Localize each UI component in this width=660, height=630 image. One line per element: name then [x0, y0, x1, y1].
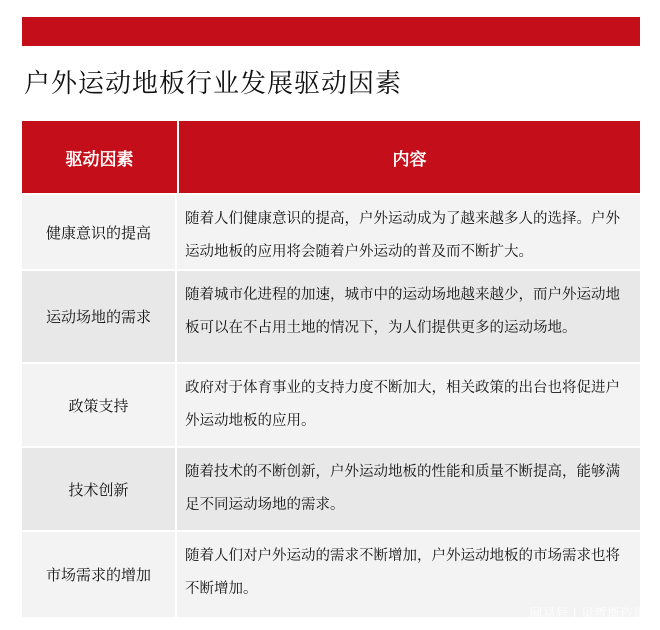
factor-cell: 技术创新 — [22, 448, 177, 530]
content-cell: 随着人们对户外运动的需求不断增加，户外运动地板的市场需求也将不断增加。 — [185, 548, 620, 597]
page-title: 户外运动地板行业发展驱动因素 — [24, 69, 403, 99]
source-watermark: 网易号 | 贝哲斯咨询 — [529, 607, 646, 622]
drivers-table — [22, 121, 640, 617]
table-row — [22, 193, 640, 269]
header-content: 内容 — [392, 149, 427, 170]
table-row — [22, 446, 640, 530]
factor-cell: 健康意识的提高 — [22, 195, 177, 269]
content-cell: 随着人们健康意识的提高，户外运动成为了越来越多人的选择。户外运动地板的应用将会随着户外运动的普及而不断扩大。 — [185, 211, 620, 260]
top-red-banner — [22, 17, 640, 46]
content-cell: 随着城市化进程的加速，城市中的运动场地越来越少，而户外运动地板可以在不占用土地的情况下，为人们提供更多的运动场地。 — [185, 287, 620, 336]
factor-cell: 政策支持 — [22, 364, 177, 446]
table-header — [22, 121, 640, 193]
table-body — [22, 193, 640, 617]
factor-cell: 运动场地的需求 — [22, 271, 177, 362]
header-factor: 驱动因素 — [22, 121, 179, 193]
table-row — [22, 362, 640, 446]
content-cell: 政府对于体育事业的支持力度不断加大，相关政策的出台也将促进户外运动地板的应用。 — [185, 380, 620, 429]
table-row — [22, 269, 640, 362]
factor-cell: 市场需求的增加 — [22, 532, 177, 617]
content-cell: 随着技术的不断创新，户外运动地板的性能和质量不断提高，能够满足不同运动场地的需求。 — [185, 464, 620, 513]
